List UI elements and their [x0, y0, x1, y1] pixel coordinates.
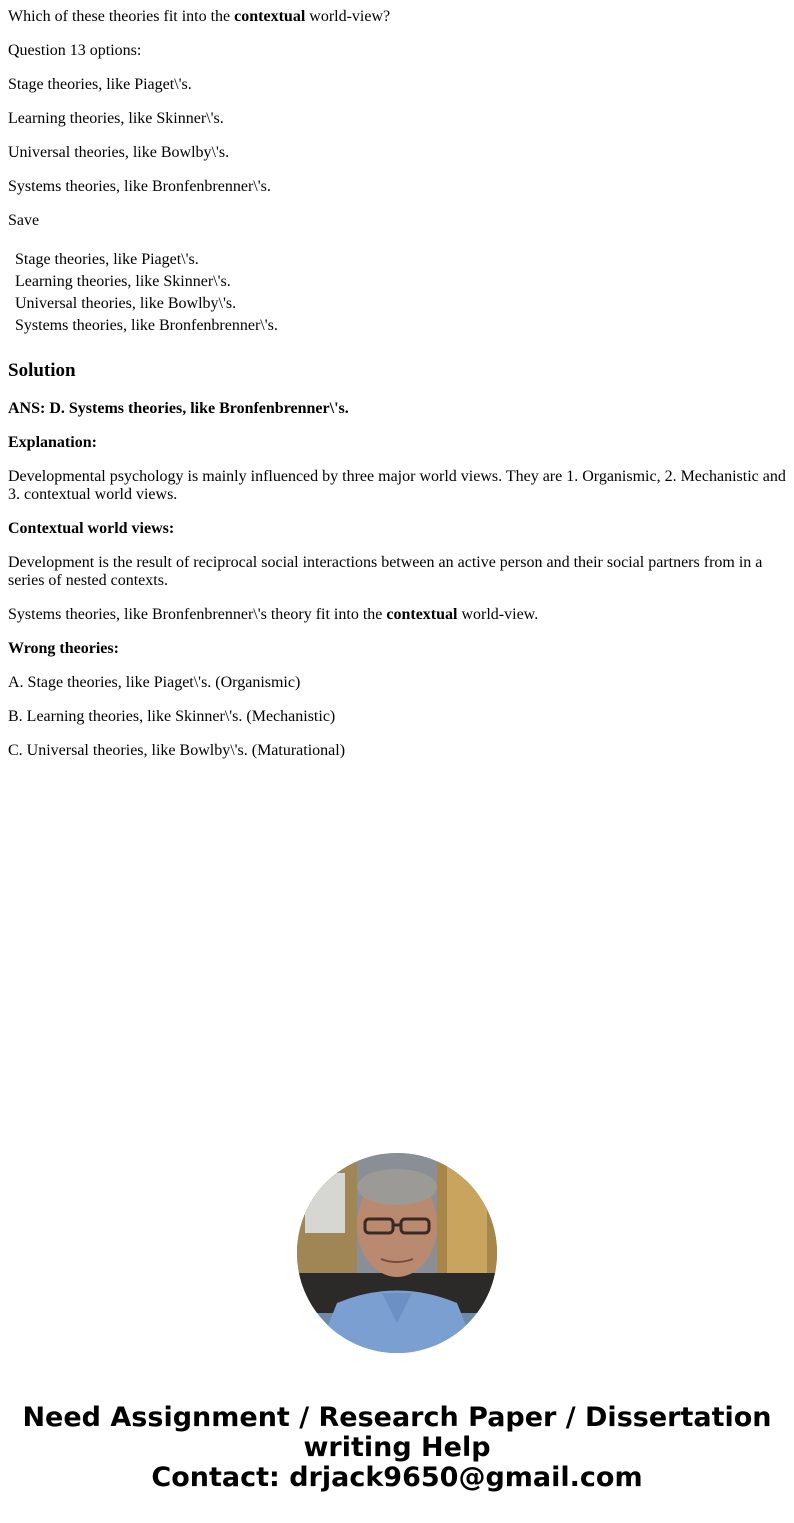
list-item: Systems theories, like Bronfenbrenner\'s.: [15, 317, 278, 334]
avatar: [297, 1153, 497, 1353]
contextual-label: Contextual world views:: [8, 520, 175, 537]
answer-text: ANS: D. Systems theories, like Bronfenbrenner\'s.: [8, 400, 349, 417]
question-emphasis: contextual: [234, 8, 306, 25]
promo-line-1: Need Assignment / Research Paper / Dissertation: [22, 1402, 772, 1433]
explanation-text: Developmental psychology is mainly influenced by three major world views. They are 1. Organismic, 2. Mechanistic and 3. contextual world views.: [8, 468, 786, 503]
option-b[interactable]: Learning theories, like Skinner\'s.: [8, 110, 224, 127]
list-item: Universal theories, like Bowlby\'s.: [15, 295, 237, 312]
fit-statement: Systems theories, like Bronfenbrenner\'s theory fit into the contextual world-view.: [8, 606, 539, 623]
wrong-item-a: A. Stage theories, like Piaget\'s. (Organismic): [8, 674, 301, 691]
wrong-item-b: B. Learning theories, like Skinner\'s. (Mechanistic): [8, 708, 336, 725]
question-text: Which of these theories fit into the contextual world-view?: [8, 8, 391, 25]
option-d[interactable]: Systems theories, like Bronfenbrenner\'s.: [8, 178, 271, 195]
options-heading: Question 13 options:: [8, 42, 142, 59]
option-c[interactable]: Universal theories, like Bowlby\'s.: [8, 144, 230, 161]
page-content: [0, 0, 794, 760]
wrong-label: Wrong theories:: [8, 640, 119, 657]
option-a[interactable]: Stage theories, like Piaget\'s.: [8, 76, 192, 93]
promo-banner: [0, 1403, 794, 1493]
promo-line-2: writing Help: [303, 1432, 491, 1463]
answer-options-list: [15, 249, 786, 337]
fit-emphasis: contextual: [386, 606, 458, 623]
list-item: Learning theories, like Skinner\'s.: [15, 273, 231, 290]
promo-contact: Contact: drjack9650@gmail.com: [151, 1462, 643, 1493]
contextual-text: Development is the result of reciprocal social interactions between an active person and their social partners from in a series of nested contexts.: [8, 554, 763, 589]
save-button[interactable]: Save: [8, 212, 40, 229]
wrong-item-c: C. Universal theories, like Bowlby\'s. (Maturational): [8, 742, 346, 759]
explanation-label: Explanation:: [8, 434, 97, 451]
portrait-image: [297, 1153, 497, 1353]
list-item: Stage theories, like Piaget\'s.: [15, 251, 199, 268]
solution-heading: Solution: [8, 360, 76, 381]
